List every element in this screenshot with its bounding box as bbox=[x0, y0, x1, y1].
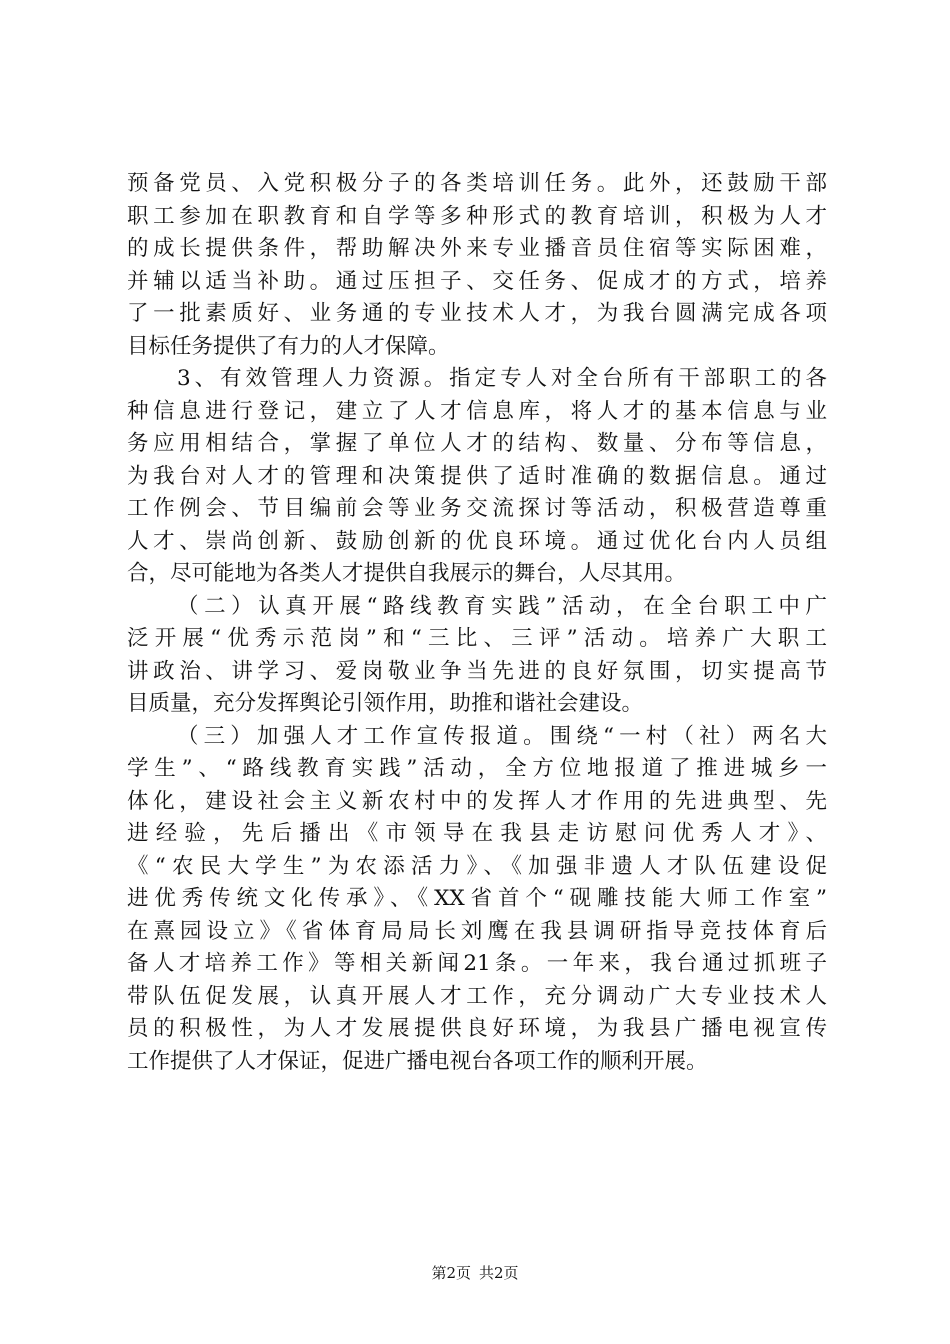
paragraph-heading-line: （二）认真开展“路线教育实践”活动，在全台职工中广 bbox=[177, 593, 827, 619]
text-line: 并辅以适当补助。通过压担子、交任务、促成才的方式，培养 bbox=[127, 268, 827, 294]
text-line: 员的积极性，为人才发展提供良好环境，为我县广播电视宣传 bbox=[127, 1016, 827, 1041]
text-line: 学生”、“路线教育实践”活动，全方位地报道了推进城乡一 bbox=[127, 756, 827, 781]
text-line: 工作例会、节目编前会等业务交流探讨等活动，积极营造尊重 bbox=[127, 496, 827, 521]
page-number-total: 共2页 bbox=[479, 1264, 519, 1282]
text-line: 《“农民大学生”为农添活力》、《加强非遗人才队伍建设促 bbox=[127, 853, 827, 879]
text-line: 进经验，先后播出《市领导在我县走访慰问优秀人才》、 bbox=[127, 821, 827, 846]
document-body bbox=[127, 168, 827, 1078]
text-line: 了一批素质好、业务通的专业技术人才，为我台圆满完成各项 bbox=[127, 301, 827, 326]
text-line: 进优秀传统文化传承》、《XX省首个“砚雕技能大师工作室” bbox=[127, 886, 827, 911]
text-line: 预备党员、入党积极分子的各类培训任务。此外，还鼓励干部 bbox=[127, 171, 827, 196]
text-line: 泛开展“优秀示范岗”和“三比、三评”活动。培养广大职工 bbox=[127, 626, 827, 651]
text-line: 职工参加在职教育和自学等多种形式的教育培训，积极为人才 bbox=[127, 203, 827, 229]
text-line: 务应用相结合，掌握了单位人才的结构、数量、分布等信息， bbox=[127, 431, 827, 456]
text-line: 工作提供了人才保证，促进广播电视台各项工作的顺利开展。 bbox=[127, 1048, 708, 1074]
page-footer bbox=[0, 1263, 950, 1283]
text-line: 备人才培养工作》等相关新闻21条。一年来，我台通过抓班子 bbox=[127, 951, 827, 976]
text-line: 带队伍促发展，认真开展人才工作，充分调动广大专业技术人 bbox=[127, 983, 827, 1009]
text-line: 人才、崇尚创新、鼓励创新的优良环境。通过优化台内人员组 bbox=[127, 528, 827, 554]
text-line: 的成长提供条件，帮助解决外来专业播音员住宿等实际困难， bbox=[127, 236, 827, 261]
text-line: 为我台对人才的管理和决策提供了适时准确的数据信息。通过 bbox=[127, 463, 827, 489]
text-line: 目质量，充分发挥舆论引领作用，助推和谐社会建设。 bbox=[127, 691, 644, 716]
paragraph-heading-line: （三）加强人才工作宣传报道。围绕“一村（社）两名大 bbox=[177, 723, 827, 749]
text-line: 体化，建设社会主义新农村中的发挥人才作用的先进典型、先 bbox=[127, 788, 827, 814]
text-line: 讲政治、讲学习、爱岗敬业争当先进的良好氛围，切实提高节 bbox=[127, 658, 827, 684]
paragraph-heading-line: 3、有效管理人力资源。指定专人对全台所有干部职工的各 bbox=[177, 366, 827, 391]
text-line: 目标任务提供了有力的人才保障。 bbox=[127, 333, 450, 359]
text-line: 种信息进行登记，建立了人才信息库，将人才的基本信息与业 bbox=[127, 398, 827, 424]
text-line: 合，尽可能地为各类人才提供自我展示的舞台，人尽其用。 bbox=[127, 561, 687, 586]
page-number-current: 第2页 bbox=[431, 1264, 471, 1282]
text-line: 在熹园设立》《省体育局局长刘鹰在我县调研指导竞技体育后 bbox=[127, 918, 827, 944]
